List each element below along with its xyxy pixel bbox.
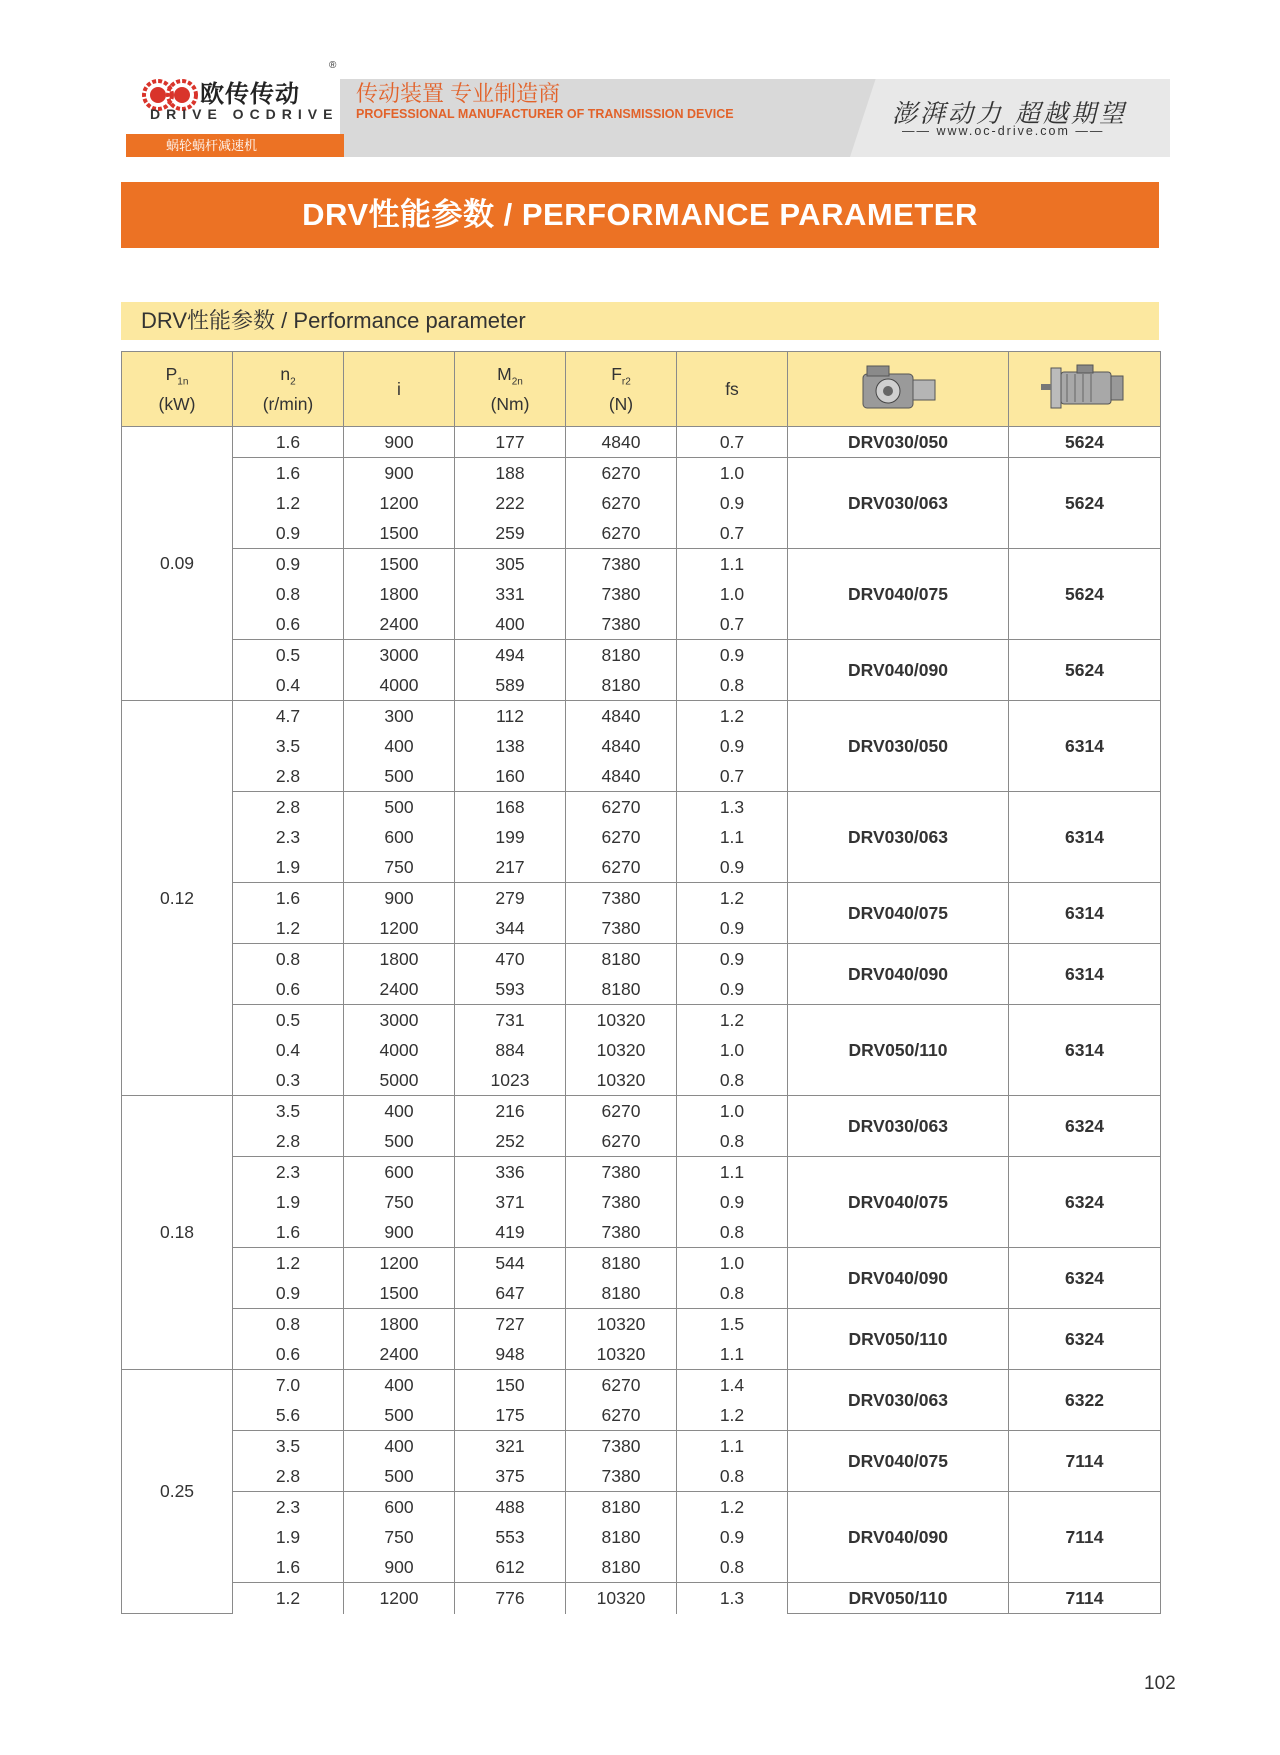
service-factor-cell: 0.7 [677,761,788,792]
torque-cell: 177 [455,427,566,458]
page-header [0,0,1280,160]
radial-load-cell: 7380 [566,549,677,580]
ratio-cell: 1.6 [233,1552,344,1583]
category-tab: 蜗轮蜗杆减速机 [126,134,344,157]
radial-load-cell: 6270 [566,1096,677,1127]
speed-cell: 3000 [344,640,455,671]
speed-cell: 600 [344,822,455,852]
table-row [122,792,1161,823]
service-factor-cell: 1.1 [677,549,788,580]
radial-load-cell: 6270 [566,822,677,852]
service-factor-cell: 1.1 [677,1431,788,1462]
ratio-cell: 1.6 [233,458,344,489]
torque-cell: 160 [455,761,566,792]
speed-cell: 1500 [344,549,455,580]
speed-cell: 4000 [344,670,455,701]
radial-load-cell: 6270 [566,488,677,518]
motor-cell: 6314 [1009,883,1161,944]
speed-cell: 1500 [344,1278,455,1309]
service-factor-cell: 0.9 [677,1187,788,1217]
service-factor-cell: 0.7 [677,427,788,458]
motor-cell: 5624 [1009,640,1161,701]
torque-cell: 884 [455,1035,566,1065]
radial-load-cell: 7380 [566,1157,677,1188]
motor-icon [1037,362,1132,412]
speed-cell: 1800 [344,944,455,975]
torque-cell: 305 [455,549,566,580]
torque-cell: 375 [455,1461,566,1492]
model-cell: DRV040/090 [788,1492,1009,1583]
ratio-cell: 0.5 [233,640,344,671]
ratio-cell: 5.6 [233,1400,344,1431]
radial-load-cell: 4840 [566,731,677,761]
speed-cell: 5000 [344,1065,455,1096]
ratio-cell: 0.3 [233,1065,344,1096]
table-header-row [122,352,1161,427]
table-row [122,1309,1161,1340]
motor-cell: 5624 [1009,458,1161,549]
motor-cell: 6324 [1009,1096,1161,1157]
service-factor-cell: 1.1 [677,822,788,852]
ratio-cell: 3.5 [233,1431,344,1462]
torque-cell: 731 [455,1005,566,1036]
torque-cell: 336 [455,1157,566,1188]
service-factor-cell: 1.3 [677,792,788,823]
radial-load-cell: 6270 [566,792,677,823]
speed-cell: 900 [344,1217,455,1248]
motor-cell: 6314 [1009,792,1161,883]
torque-cell: 259 [455,518,566,549]
header-m2: $M_{2n}$ (Nm) [455,352,566,427]
ratio-cell: 2.8 [233,1126,344,1157]
radial-load-cell: 7380 [566,1217,677,1248]
radial-load-cell: 8180 [566,1522,677,1552]
table-row [122,458,1161,489]
service-factor-cell: 1.2 [677,701,788,732]
service-factor-cell: 0.8 [677,1278,788,1309]
radial-load-cell: 6270 [566,1126,677,1157]
service-factor-cell: 0.9 [677,852,788,883]
ratio-cell: 0.6 [233,974,344,1005]
torque-cell: 948 [455,1339,566,1370]
radial-load-cell: 8180 [566,640,677,671]
radial-load-cell: 6270 [566,1370,677,1401]
radial-load-cell: 7380 [566,913,677,944]
power-cell: 0.25 [122,1370,233,1614]
table-row [122,427,1161,458]
torque-cell: 222 [455,488,566,518]
ratio-cell: 1.6 [233,1217,344,1248]
ratio-cell: 3.5 [233,731,344,761]
website: —— www.oc-drive.com —— [902,124,1105,138]
model-cell: DRV030/050 [788,427,1009,458]
table-row [122,1492,1161,1523]
torque-cell: 168 [455,792,566,823]
brand-name-cn: 欧传传动 [200,81,300,108]
ratio-cell: 1.6 [233,883,344,914]
service-factor-cell: 0.9 [677,731,788,761]
speed-cell: 900 [344,883,455,914]
model-cell: DRV040/090 [788,944,1009,1005]
radial-load-cell: 8180 [566,1492,677,1523]
motor-cell: 6314 [1009,944,1161,1005]
table-row [122,549,1161,580]
service-factor-cell: 1.1 [677,1339,788,1370]
model-cell: DRV050/110 [788,1583,1009,1614]
radial-load-cell: 8180 [566,1278,677,1309]
radial-load-cell: 4840 [566,701,677,732]
model-cell: DRV030/063 [788,458,1009,549]
speed-cell: 400 [344,1431,455,1462]
ratio-cell: 3.5 [233,1096,344,1127]
motor-cell: 5624 [1009,549,1161,640]
banner-title: DRV性能参数 / PERFORMANCE PARAMETER [121,182,1159,248]
service-factor-cell: 1.2 [677,1005,788,1036]
model-cell: DRV050/110 [788,1309,1009,1370]
slogan: 澎湃动力 超越期望 [892,99,1127,128]
model-cell: DRV040/075 [788,549,1009,640]
ratio-cell: 0.9 [233,1278,344,1309]
torque-cell: 400 [455,609,566,640]
service-factor-cell: 0.9 [677,974,788,1005]
speed-cell: 2400 [344,1339,455,1370]
radial-load-cell: 10320 [566,1339,677,1370]
motor-cell: 7114 [1009,1492,1161,1583]
ratio-cell: 1.9 [233,1187,344,1217]
header-p1: $P_{1n}$ (kW) [122,352,233,427]
ratio-cell: 0.5 [233,1005,344,1036]
torque-cell: 252 [455,1126,566,1157]
page-number: 102 [1144,1673,1176,1694]
performance-table [121,351,1161,1614]
torque-cell: 138 [455,731,566,761]
radial-load-cell: 7380 [566,1431,677,1462]
power-cell: 0.18 [122,1096,233,1370]
header-motor [1009,352,1161,427]
ratio-cell: 2.8 [233,761,344,792]
table-row [122,1248,1161,1279]
service-factor-cell: 0.9 [677,944,788,975]
worm-gearbox-icon [853,362,943,412]
ratio-cell: 1.2 [233,913,344,944]
ratio-cell: 2.3 [233,822,344,852]
power-cell: 0.09 [122,427,233,701]
table-row [122,1583,1161,1614]
radial-load-cell: 8180 [566,944,677,975]
torque-cell: 727 [455,1309,566,1340]
speed-cell: 1500 [344,518,455,549]
model-cell: DRV030/063 [788,1370,1009,1431]
speed-cell: 400 [344,1096,455,1127]
radial-load-cell: 6270 [566,518,677,549]
model-cell: DRV040/075 [788,1157,1009,1248]
motor-cell: 6324 [1009,1248,1161,1309]
power-cell: 0.12 [122,701,233,1096]
table-row [122,1096,1161,1127]
speed-cell: 2400 [344,609,455,640]
header-i: i [344,352,455,427]
radial-load-cell: 4840 [566,761,677,792]
section-title: DRV性能参数 / Performance parameter [121,302,1159,340]
model-cell: DRV050/110 [788,1005,1009,1096]
service-factor-cell: 0.7 [677,518,788,549]
brand-name-en: DRIVE OCDRIVE [150,106,339,122]
service-factor-cell: 0.7 [677,609,788,640]
ratio-cell: 0.8 [233,1309,344,1340]
speed-cell: 900 [344,1552,455,1583]
torque-cell: 371 [455,1187,566,1217]
service-factor-cell: 0.9 [677,640,788,671]
motor-cell: 5624 [1009,427,1161,458]
speed-cell: 1800 [344,579,455,609]
model-cell: DRV030/063 [788,1096,1009,1157]
header-fr: $F_{r2}$ (N) [566,352,677,427]
radial-load-cell: 10320 [566,1309,677,1340]
speed-cell: 1200 [344,913,455,944]
motor-cell: 6322 [1009,1370,1161,1431]
torque-cell: 1023 [455,1065,566,1096]
torque-cell: 612 [455,1552,566,1583]
tagline-en: PROFESSIONAL MANUFACTURER OF TRANSMISSION DEVICE [356,107,734,121]
ratio-cell: 1.2 [233,1583,344,1614]
torque-cell: 593 [455,974,566,1005]
ratio-cell: 0.4 [233,670,344,701]
registered-mark: ® [329,60,337,71]
service-factor-cell: 1.0 [677,1248,788,1279]
radial-load-cell: 10320 [566,1035,677,1065]
radial-load-cell: 7380 [566,609,677,640]
speed-cell: 500 [344,1126,455,1157]
service-factor-cell: 0.9 [677,913,788,944]
radial-load-cell: 8180 [566,974,677,1005]
model-cell: DRV040/075 [788,883,1009,944]
speed-cell: 500 [344,1461,455,1492]
table-row [122,640,1161,671]
radial-load-cell: 8180 [566,1552,677,1583]
radial-load-cell: 4840 [566,427,677,458]
ratio-cell: 7.0 [233,1370,344,1401]
radial-load-cell: 10320 [566,1065,677,1096]
radial-load-cell: 8180 [566,1248,677,1279]
torque-cell: 419 [455,1217,566,1248]
speed-cell: 600 [344,1492,455,1523]
service-factor-cell: 1.0 [677,1035,788,1065]
ratio-cell: 1.9 [233,852,344,883]
motor-cell: 6314 [1009,1005,1161,1096]
radial-load-cell: 7380 [566,579,677,609]
service-factor-cell: 1.2 [677,1400,788,1431]
speed-cell: 500 [344,792,455,823]
table-row [122,1005,1161,1036]
speed-cell: 750 [344,852,455,883]
ratio-cell: 1.2 [233,1248,344,1279]
torque-cell: 175 [455,1400,566,1431]
service-factor-cell: 1.0 [677,458,788,489]
speed-cell: 500 [344,1400,455,1431]
motor-cell: 7114 [1009,1583,1161,1614]
header-fs: fs [677,352,788,427]
torque-cell: 488 [455,1492,566,1523]
torque-cell: 279 [455,883,566,914]
torque-cell: 544 [455,1248,566,1279]
radial-load-cell: 7380 [566,1187,677,1217]
service-factor-cell: 0.8 [677,1552,788,1583]
torque-cell: 216 [455,1096,566,1127]
speed-cell: 1800 [344,1309,455,1340]
radial-load-cell: 7380 [566,1461,677,1492]
speed-cell: 1200 [344,1583,455,1614]
speed-cell: 3000 [344,1005,455,1036]
model-cell: DRV030/050 [788,701,1009,792]
radial-load-cell: 6270 [566,1400,677,1431]
ratio-cell: 0.6 [233,609,344,640]
ratio-cell: 2.8 [233,792,344,823]
service-factor-cell: 0.8 [677,1461,788,1492]
radial-load-cell: 8180 [566,670,677,701]
torque-cell: 199 [455,822,566,852]
header-gearbox [788,352,1009,427]
ratio-cell: 2.3 [233,1157,344,1188]
model-cell: DRV040/075 [788,1431,1009,1492]
torque-cell: 553 [455,1522,566,1552]
service-factor-cell: 1.0 [677,579,788,609]
motor-cell: 6324 [1009,1309,1161,1370]
speed-cell: 750 [344,1522,455,1552]
torque-cell: 150 [455,1370,566,1401]
motor-cell: 6314 [1009,701,1161,792]
speed-cell: 300 [344,701,455,732]
tagline-cn: 传动装置 专业制造商 [356,81,561,106]
torque-cell: 188 [455,458,566,489]
torque-cell: 470 [455,944,566,975]
speed-cell: 1200 [344,488,455,518]
radial-load-cell: 6270 [566,852,677,883]
radial-load-cell: 6270 [566,458,677,489]
speed-cell: 400 [344,731,455,761]
torque-cell: 344 [455,913,566,944]
motor-cell: 7114 [1009,1431,1161,1492]
torque-cell: 331 [455,579,566,609]
radial-load-cell: 10320 [566,1583,677,1614]
speed-cell: 900 [344,427,455,458]
service-factor-cell: 0.9 [677,1522,788,1552]
torque-cell: 321 [455,1431,566,1462]
speed-cell: 500 [344,761,455,792]
model-cell: DRV040/090 [788,640,1009,701]
service-factor-cell: 1.2 [677,883,788,914]
service-factor-cell: 0.8 [677,1217,788,1248]
ratio-cell: 1.9 [233,1522,344,1552]
service-factor-cell: 0.8 [677,1126,788,1157]
header-n2: $n_2$ (r/min) [233,352,344,427]
speed-cell: 4000 [344,1035,455,1065]
table-row [122,1370,1161,1401]
ratio-cell: 0.6 [233,1339,344,1370]
table-row [122,883,1161,914]
speed-cell: 750 [344,1187,455,1217]
ratio-cell: 2.3 [233,1492,344,1523]
speed-cell: 900 [344,458,455,489]
table-row [122,1157,1161,1188]
ratio-cell: 1.2 [233,488,344,518]
service-factor-cell: 1.0 [677,1096,788,1127]
torque-cell: 776 [455,1583,566,1614]
service-factor-cell: 1.2 [677,1492,788,1523]
torque-cell: 494 [455,640,566,671]
service-factor-cell: 1.4 [677,1370,788,1401]
ratio-cell: 0.4 [233,1035,344,1065]
table-row [122,701,1161,732]
model-cell: DRV040/090 [788,1248,1009,1309]
ratio-cell: 0.9 [233,518,344,549]
speed-cell: 1200 [344,1248,455,1279]
ratio-cell: 1.6 [233,427,344,458]
motor-cell: 6324 [1009,1157,1161,1248]
service-factor-cell: 0.9 [677,488,788,518]
torque-cell: 589 [455,670,566,701]
torque-cell: 112 [455,701,566,732]
ratio-cell: 4.7 [233,701,344,732]
ratio-cell: 0.8 [233,944,344,975]
service-factor-cell: 0.8 [677,670,788,701]
radial-load-cell: 10320 [566,1005,677,1036]
ratio-cell: 2.8 [233,1461,344,1492]
speed-cell: 400 [344,1370,455,1401]
service-factor-cell: 1.3 [677,1583,788,1614]
radial-load-cell: 7380 [566,883,677,914]
service-factor-cell: 1.5 [677,1309,788,1340]
ratio-cell: 0.8 [233,579,344,609]
service-factor-cell: 0.8 [677,1065,788,1096]
table-row [122,944,1161,975]
ratio-cell: 0.9 [233,549,344,580]
table-row [122,1431,1161,1462]
speed-cell: 600 [344,1157,455,1188]
model-cell: DRV030/063 [788,792,1009,883]
torque-cell: 217 [455,852,566,883]
service-factor-cell: 1.1 [677,1157,788,1188]
torque-cell: 647 [455,1278,566,1309]
speed-cell: 2400 [344,974,455,1005]
